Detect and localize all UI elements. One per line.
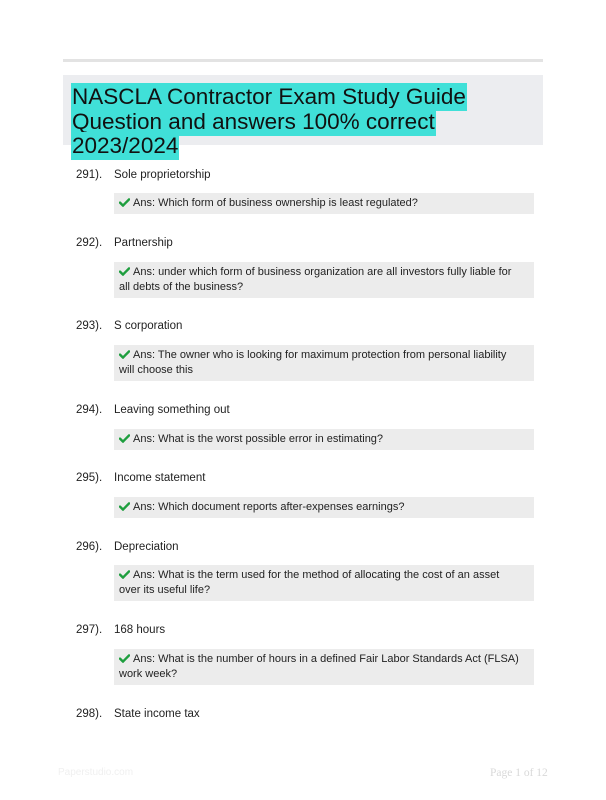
question-text: Partnership [114,237,173,249]
document-title-highlight: NASCLA Contractor Exam Study Guide Question and answers 100% correct 2023/2024 [72,84,466,158]
question-number: 294). [76,404,103,416]
document-title [71,85,541,159]
footer-watermark: Paperstudio.com [58,767,134,778]
title-banner [63,75,543,158]
question-number: 296). [76,541,103,553]
question-text: Depreciation [114,541,179,553]
check-icon [119,350,130,359]
question-text: Sole proprietorship [114,169,211,181]
question-number: 298). [76,708,103,720]
question-number: 297). [76,624,103,636]
answer-text: Ans: Which form of business ownership is least regulated? [133,197,418,209]
answer-box [114,262,534,298]
check-icon [119,654,130,663]
question-text: S corporation [114,320,183,332]
question-text: Leaving something out [114,404,230,416]
question-text: State income tax [114,708,200,720]
answer-text: Ans: What is the worst possible error in estimating? [133,433,384,445]
question-number: 295). [76,472,103,484]
answer-text: Ans: under which form of business organization are all investors fully liable for all debts of the business? [119,266,512,293]
question-number: 291). [76,169,103,181]
answer-box [114,649,534,685]
top-divider [63,59,543,62]
answer-box [114,565,534,601]
question-number: 292). [76,237,103,249]
answer-text: Ans: The owner who is looking for maximum protection from personal liability will choose this [119,349,507,376]
answer-text: Ans: What is the term used for the method of allocating the cost of an asset over its useful life? [119,569,500,596]
check-icon [119,267,130,276]
answer-box [114,497,534,518]
answer-box [114,429,534,450]
answer-text: Ans: What is the number of hours in a defined Fair Labor Standards Act (FLSA) work week? [119,653,519,680]
answer-box [114,345,534,381]
page-number: Page 1 of 12 [490,767,548,779]
check-icon [119,502,130,511]
check-icon [119,570,130,579]
answer-text: Ans: Which document reports after-expenses earnings? [133,501,405,513]
question-text: Income statement [114,472,206,484]
answer-box [114,193,534,214]
question-number: 293). [76,320,103,332]
question-text: 168 hours [114,624,166,636]
check-icon [119,198,130,207]
check-icon [119,434,130,443]
